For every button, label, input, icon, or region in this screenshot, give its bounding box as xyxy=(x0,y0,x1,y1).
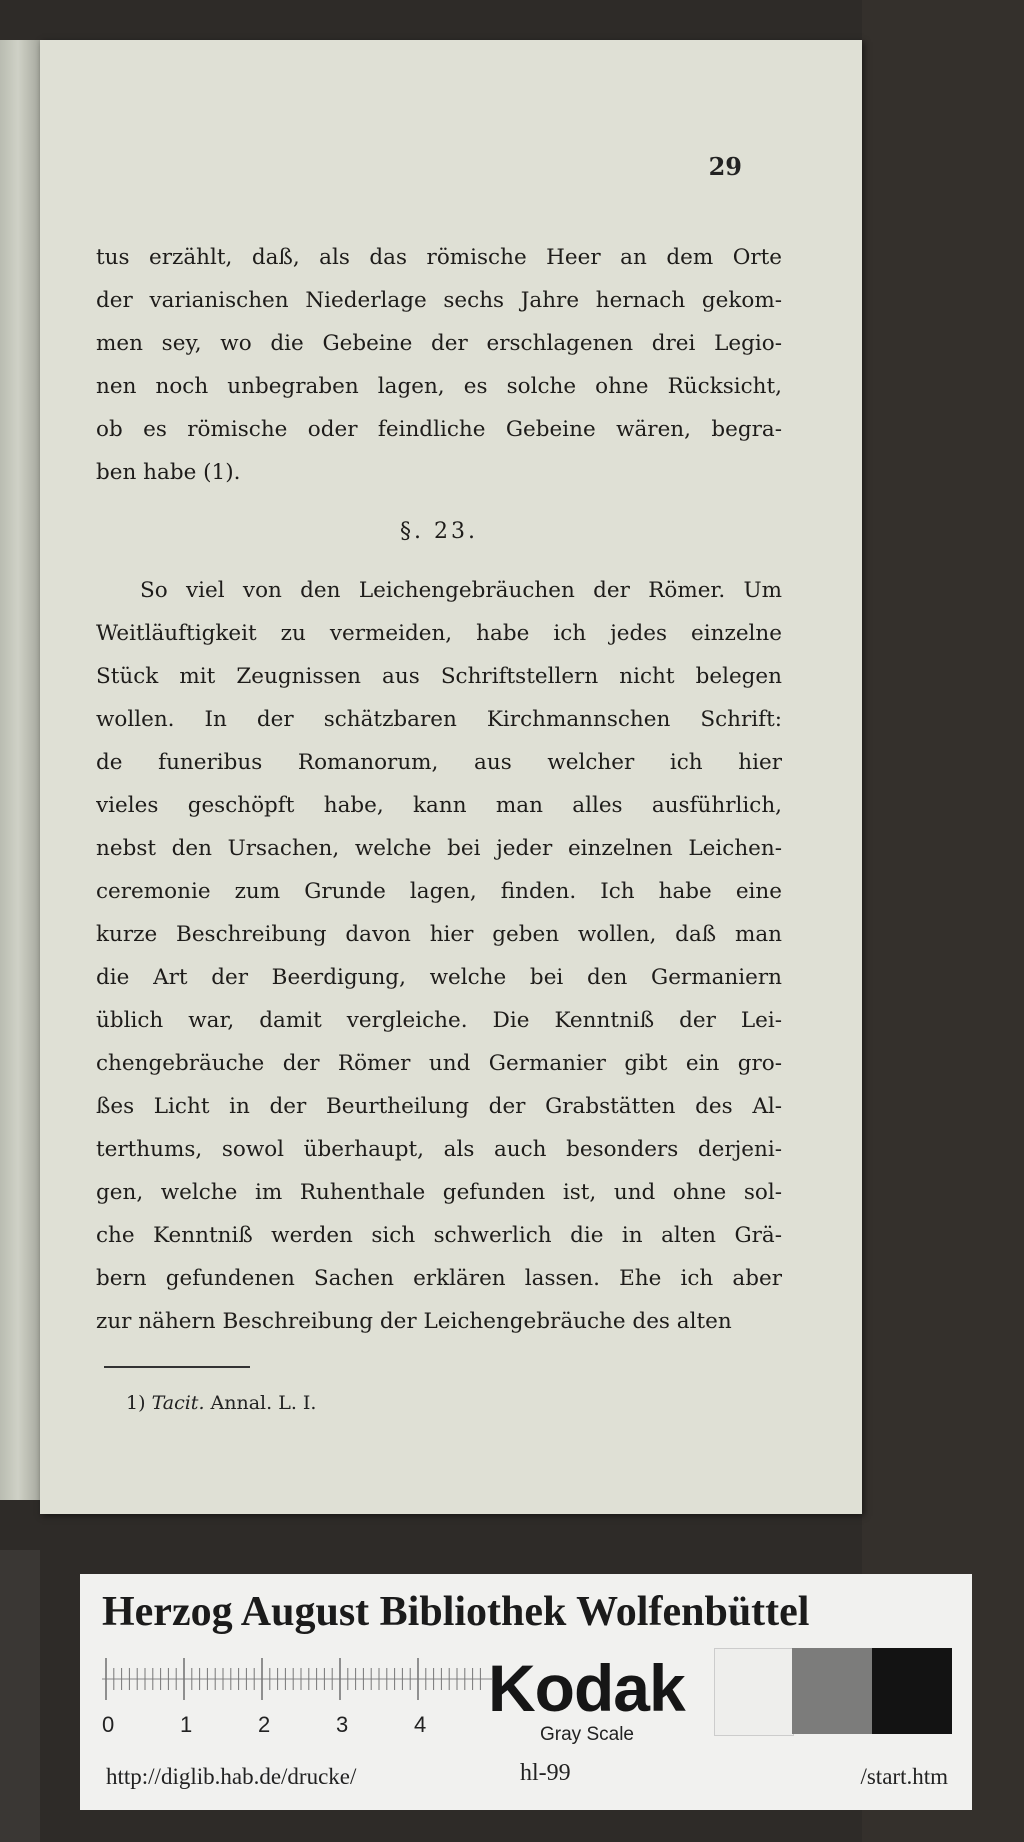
paragraph-continued xyxy=(96,236,782,494)
footnote-reference: Annal. L. I. xyxy=(210,1392,317,1414)
adjacent-page-edge xyxy=(0,40,40,1500)
book-page xyxy=(40,40,862,1514)
text-line: kurze Beschreibung davon hier geben wollen, daß man xyxy=(96,922,782,947)
gray-swatch-white xyxy=(714,1648,794,1736)
text-line: gen, welche im Ruhenthale gefunden ist, und ohne sol- xyxy=(96,1180,782,1205)
text-line: che Kenntniß werden sich schwerlich die in alten Grä- xyxy=(96,1223,782,1248)
scanner-background xyxy=(862,0,1024,1842)
gray-swatch-black xyxy=(872,1648,952,1734)
url-suffix: /start.htm xyxy=(860,1764,948,1789)
url-prefix: http://diglib.hab.de/drucke/ xyxy=(106,1764,357,1789)
text-line: der varianischen Niederlage sechs Jahre hernach gekom- xyxy=(96,288,782,313)
text-line: bern gefundenen Sachen erklären lassen. Ehe ich aber xyxy=(96,1266,782,1291)
text-line: men sey, wo die Gebeine der erschlagenen drei Legio- xyxy=(96,331,782,356)
text-line: de funeribus Romanorum, aus welcher ich hier xyxy=(96,750,782,775)
text-line: ben habe (1). xyxy=(96,460,241,485)
ruler-label: 2 xyxy=(258,1712,271,1737)
ruler-label: 3 xyxy=(336,1712,349,1737)
text-line: üblich war, damit vergleiche. Die Kenntniß der Lei- xyxy=(96,1008,782,1033)
paragraph-section-23 xyxy=(96,569,782,1343)
ruler-labels xyxy=(102,1712,452,1740)
text-line: Weitläuftigkeit zu vermeiden, habe ich jedes einzelne xyxy=(96,621,782,646)
text-line: nebst den Ursachen, welche bei jeder einzelnen Leichen- xyxy=(96,836,782,861)
kodak-logo: Kodak xyxy=(488,1651,685,1725)
page-number: 29 xyxy=(708,152,742,181)
section-heading: §. 23. xyxy=(400,519,478,544)
text-line: chengebräuche der Römer und Germanier gibt ein gro- xyxy=(96,1051,782,1076)
text-line: ob es römische oder feindliche Gebeine wären, begra- xyxy=(96,417,782,442)
text-line: vieles geschöpft habe, kann man alles ausführlich, xyxy=(96,793,782,818)
footnote-author: Tacit. xyxy=(151,1392,205,1414)
footnote xyxy=(126,1392,316,1414)
gray-swatch-mid xyxy=(792,1648,872,1734)
text-line: nen noch unbegraben lagen, es solche ohne Rücksicht, xyxy=(96,374,782,399)
book-spine xyxy=(0,1550,40,1842)
library-name: Herzog August Bibliothek Wolfenbüttel xyxy=(102,1589,810,1635)
text-line: terthums, sowol überhaupt, als auch besonders derjeni- xyxy=(96,1137,782,1162)
text-line: zur nähern Beschreibung der Leichengebräuche des alten xyxy=(96,1309,732,1334)
gray-scale-label: Gray Scale xyxy=(540,1724,634,1745)
text-line: die Art der Beerdigung, welche bei den Germaniern xyxy=(96,965,782,990)
text-line: tus erzählt, daß, als das römische Heer an dem Orte xyxy=(96,245,782,270)
text-line: So viel von den Leichengebräuchen der Römer. Um xyxy=(140,578,782,603)
ruler-label: 0 xyxy=(102,1712,115,1737)
ruler-scale xyxy=(102,1654,492,1704)
ruler-label: 4 xyxy=(414,1712,427,1737)
ruler-label: 1 xyxy=(180,1712,193,1737)
shelfmark: hl-99 xyxy=(520,1760,571,1786)
text-line: ceremonie zum Grunde lagen, finden. Ich habe eine xyxy=(96,879,782,904)
body-text xyxy=(96,236,782,1343)
text-line: Stück mit Zeugnissen aus Schriftstellern nicht belegen xyxy=(96,664,782,689)
text-line: ßes Licht in der Beurtheilung der Grabstätten des Al- xyxy=(96,1094,782,1119)
footnote-divider xyxy=(104,1366,250,1368)
footnote-marker: 1) xyxy=(126,1392,146,1414)
color-target-card xyxy=(80,1574,972,1810)
text-line: wollen. In der schätzbaren Kirchmannschen Schrift: xyxy=(96,707,782,732)
